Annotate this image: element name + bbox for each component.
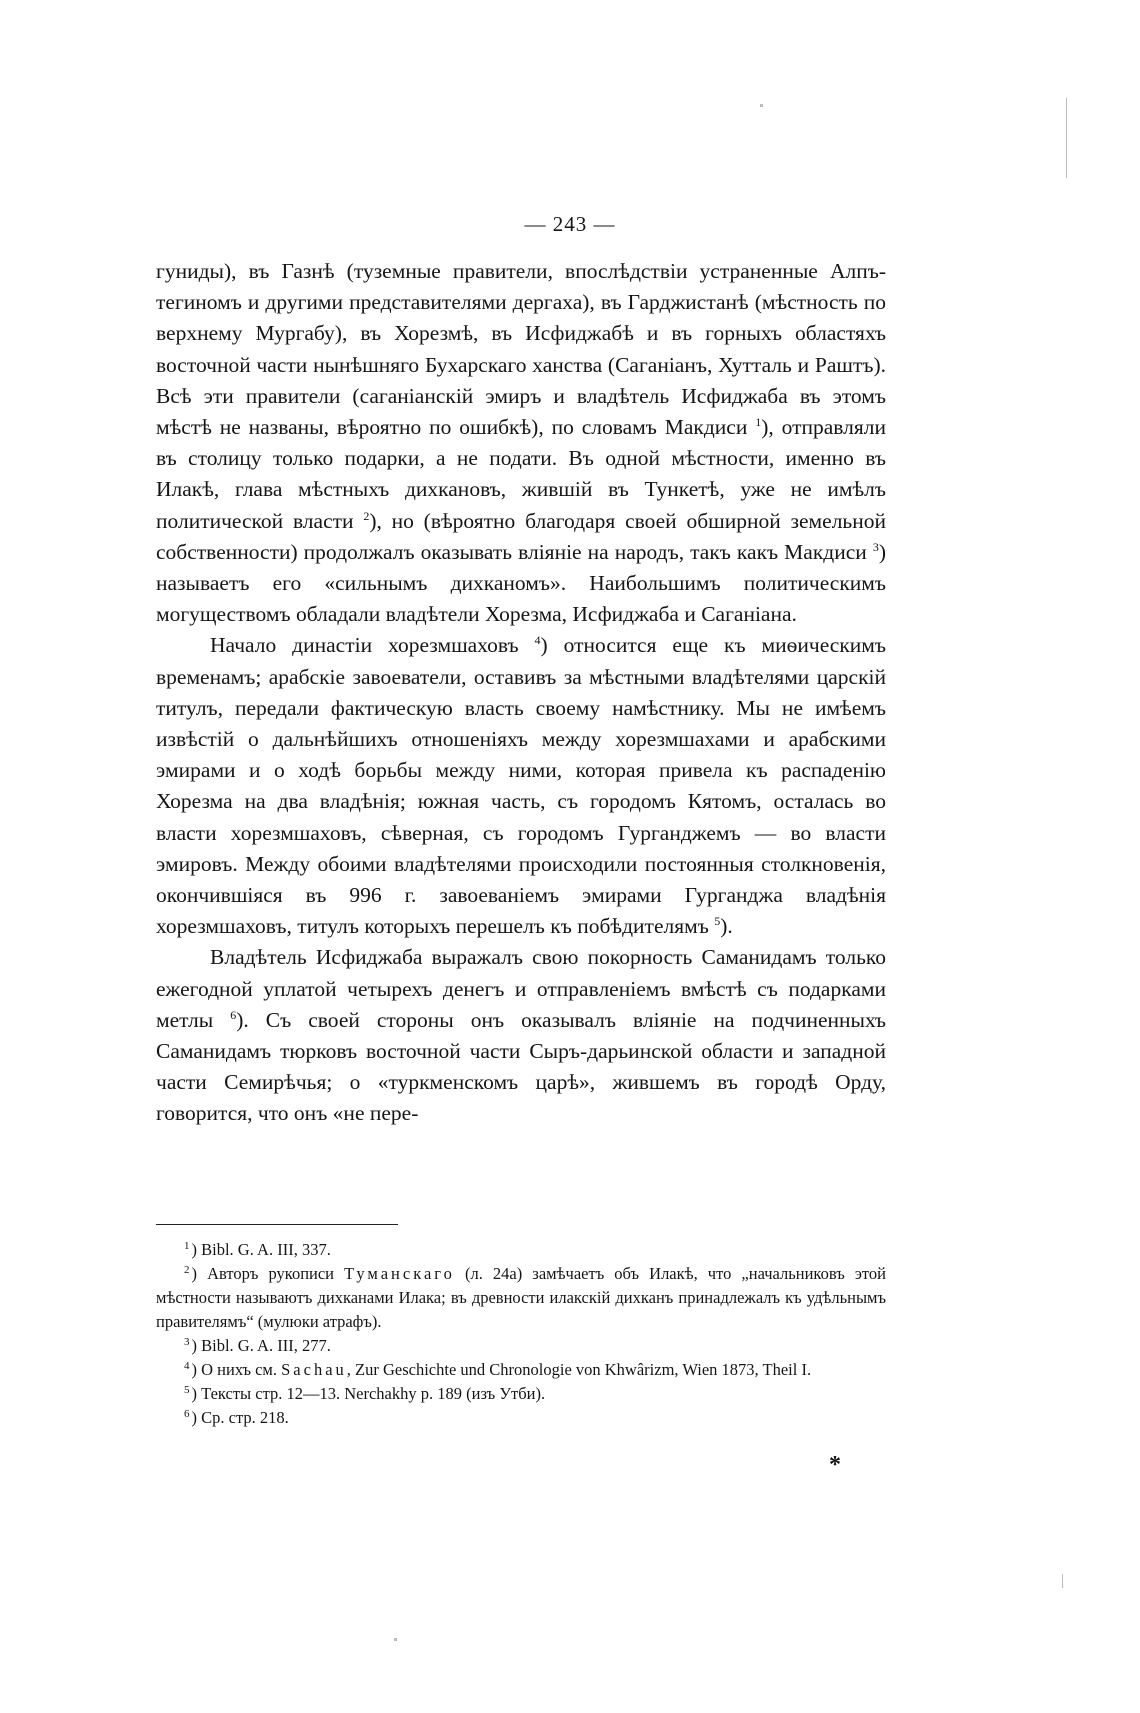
footnote-4 [156,1358,886,1382]
footnote-number: 2 [184,1263,190,1276]
text-run: Авторъ рукописи [207,1264,345,1283]
text-run: гуниды), въ Газнѣ (туземные правители, впослѣдствіи устраненные Алпъ-тегиномъ и другими представителями дергаха), въ Гарджистанѣ (мѣстность по верхнему Мургабу), въ Хорезмѣ, въ Исфиджабѣ и въ горныхъ областяхъ восточной части нынѣшняго Бухарскаго ханства (Саганіанъ, Хутталь и Раштъ). Всѣ эти правители (саганіанскій эмиръ и владѣтель Исфиджаба въ этомъ мѣстѣ не названы, вѣроятно по ошибкѣ), по словамъ Макдиси [156,259,886,440]
footnotes [156,1238,886,1430]
scan-edge-mark [1062,1574,1063,1588]
footnote-ref: 5 [714,914,721,929]
paragraph-p2 [156,630,886,942]
paragraph-p3 [156,942,886,1129]
spaced-name: Sachau [281,1360,347,1379]
text-run: Владѣтель Исфиджаба выражалъ свою покорность Саманидамъ только ежегодной уплатой четырехъ денегъ и отправленіемъ вмѣстѣ съ подарками метлы [156,945,886,1032]
footnote-divider [156,1224,398,1225]
footnote-ref: 4 [534,633,541,648]
footnote-ref: 2 [363,508,370,523]
text-run: О нихъ см. [201,1360,282,1379]
footnote-5 [156,1382,886,1406]
text-run: Ср. стр. 218. [201,1408,289,1427]
footnote-paren: ) [191,1384,202,1403]
footnote-ref: 3 [872,539,879,554]
spaced-name: Туманскаго [344,1264,455,1283]
footnote-number: 3 [184,1335,190,1348]
text-run: ). Съ своей стороны онъ оказывалъ вліяніе на подчиненныхъ Саманидамъ тюрковъ восточной части Сыръ-дарьинской области и западной части Семирѣчья; о «туркменскомъ царѣ», жившемъ въ городѣ Орду, говорится, что онъ «не пере- [156,1007,887,1126]
scan-edge-mark [1066,98,1067,178]
text-run: , Zur Geschichte und Chronologie von Khwârizm, Wien 1873, Theil I. [346,1360,812,1379]
text-run: ), отправляли въ столицу только подарки, а не подати. Въ одной мѣстности, именно въ Илакѣ, глава мѣстныхъ дихкановъ, жившій въ Тункетѣ, уже не имѣлъ политической власти [156,415,886,533]
scan-speck [394,1638,397,1641]
footnote-paren: ) [191,1360,202,1379]
text-run: Bibl. G. A. III, 277. [201,1336,331,1355]
text-run: Bibl. G. A. III, 337. [201,1240,331,1259]
page-number: — 243 — [524,212,616,236]
footnote-paren: ) [191,1240,202,1259]
text-run: ). [720,914,733,939]
footnote-2 [156,1262,886,1334]
footnote-number: 6 [184,1407,190,1420]
footnote-paren: ) [191,1336,202,1355]
footnote-paren: ) [191,1408,202,1427]
footnote-number: 5 [184,1383,190,1396]
footnote-ref: 1 [755,414,762,429]
text-run: Начало династіи хорезмшаховъ [210,633,535,658]
footnote-3 [156,1334,886,1358]
text-run: (л. 24а) замѣчаетъ объ Илакѣ, что „начальниковъ этой мѣстности называютъ дихканами Илака; въ древности илакскій дихканъ принадлежалъ къ удѣльнымъ правителямъ“ (мулюки атрафъ). [156,1264,886,1331]
footnote-6 [156,1406,886,1430]
text-run: ) называетъ его «сильнымъ дихканомъ». Наибольшимъ политическимъ могуществомъ обладали владѣтели Хорезма, Исфиджаба и Саганіана. [156,539,886,627]
footnote-paren: ) [191,1264,208,1283]
footnote-number: 1 [184,1239,190,1252]
scan-speck [760,104,763,107]
paragraph-p1 [156,256,886,630]
signature-mark: * [829,1452,841,1478]
main-text [156,256,886,1130]
text-run: ), но (вѣроятно благодаря своей обширной земельной собственности) продолжалъ оказывать вліяніе на народъ, такъ какъ Макдиси [156,508,886,564]
text-run: Тексты стр. 12—13. Nerchakhy p. 189 (изъ Утби). [201,1384,546,1403]
footnote-ref: 6 [230,1007,237,1022]
text-run: ) относится еще къ миѳическимъ временамъ; арабскіе завоеватели, оставивъ за мѣстными владѣтелями царскій титулъ, передали фактическую власть своему намѣстнику. Мы не имѣемъ извѣстій о дальнѣйшихъ отношеніяхъ между хорезмшахами и арабскими эмирами и о ходѣ борьбы между ними, которая привела къ распаденію Хорезма на два владѣнія; южная часть, съ городомъ Кятомъ, осталась во власти хорезмшаховъ, сѣверная, съ городомъ Гурганджемъ — во власти эмировъ. Между обоими владѣтелями происходили постоянныя столкновенія, окончившіяся въ 996 г. завоеваніемъ эмирами Гурганджа владѣнія хорезмшаховъ, титулъ которыхъ перешелъ къ побѣдителямъ [156,633,886,939]
footnote-number: 4 [184,1359,190,1372]
footnote-1 [156,1238,886,1262]
